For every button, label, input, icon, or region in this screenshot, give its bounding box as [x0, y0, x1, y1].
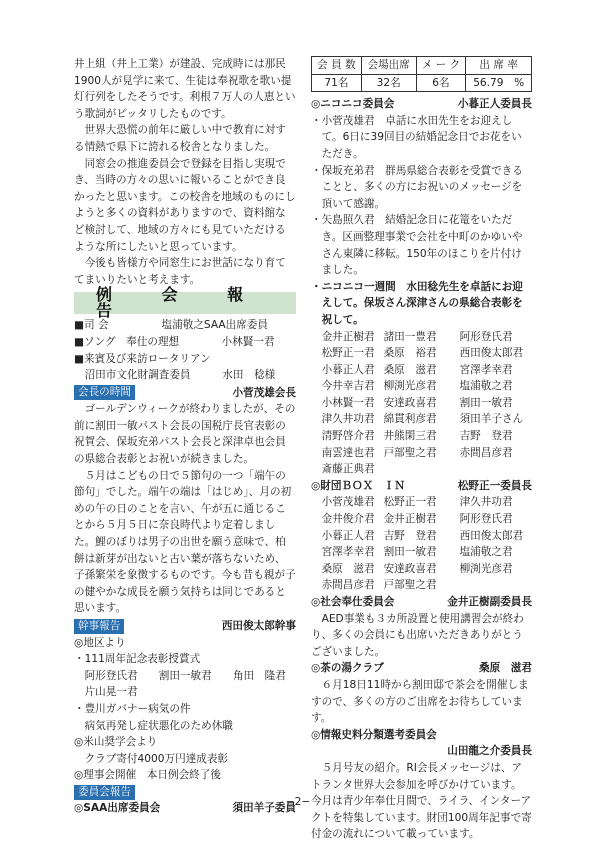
member-name: [460, 577, 532, 594]
attendance-value-row: [312, 74, 532, 92]
member-name: 斎藤正典君: [321, 463, 375, 476]
member-name: 今井幸吉君: [321, 380, 375, 393]
member-name: 宮澤孝幸君: [321, 546, 375, 559]
member-name: 塩浦敬之君: [459, 546, 513, 559]
attendance-header-cell: 会場出席: [361, 57, 416, 75]
social-chair: 金井正樹副委員長: [447, 596, 532, 608]
names-row: [322, 577, 532, 594]
names-row: [322, 411, 532, 428]
names-row: [322, 329, 532, 346]
tea-header: [311, 660, 532, 677]
attendance-value-cell: 6名: [416, 74, 466, 92]
tea-text: ６月18日11時から割田邸で茶会を開催しますので、多くの方のご出席をお待ちしています。: [311, 678, 529, 725]
secretary-header: [74, 618, 296, 635]
intro-paragraph-1: 井上組（井上工業）が建設、完成時には那民1900人が見学に来て、生徒は奉祝歌を歌い提灯行列をしたそうです。利根７万人の人恵という歌詞がピッタリしたものです。: [74, 58, 296, 120]
guest-line: 沼田市文化財調査委員 水田 稔様: [84, 369, 276, 382]
member-name: [460, 461, 532, 478]
guests-label: ■来賓及び来訪ロータリアン: [74, 352, 211, 365]
member-name: 吉野 登君: [459, 430, 513, 443]
president-paragraph-2: ５月はこどもの日で５節句の一つ「端午の節句」でした。端午の端は「はじめ」、月の初めの午の日のことを言い、午が五に通じることから５月５日に奈良時代より定着しました。鯉のぼりは男子の出世を願う意味で、柏餅は新芽が出ないと古い葉が落ちないため、子孫繁栄を象徴するものです。今も昔も親が子の健やかな成長を願う気持ちは同じであると思います。: [74, 469, 296, 615]
social-header: [311, 594, 532, 611]
secretary-name: 西田俊太郎幹事: [221, 620, 296, 632]
info-chair: 山田龍之介委員長: [447, 745, 532, 758]
member-name: 津久井功君: [321, 413, 375, 426]
award-title: ・111周年記念表彰授賞式: [74, 653, 201, 666]
member-name: 綿貫利彦君: [383, 413, 437, 426]
member-name: 桑原 裕君: [383, 347, 437, 360]
member-name: 割田一敏君: [459, 396, 513, 409]
niko-header: [311, 96, 532, 113]
attendance-header-cell: メ ー ク: [416, 57, 466, 75]
meeting-report-banner: 例 会 報 告: [74, 292, 296, 314]
president-paragraph-1: ゴールデンウィークが終わりましたが、その前に割田一敏パスト会長の国税庁長官表彰の祝賀会、保坂充弟パスト会長と深津卓也会員の県総合表彰とお祝いが続きました。: [74, 403, 296, 466]
attendance-table: [311, 56, 532, 92]
week-names-list: [311, 329, 532, 478]
member-name: 阿形登氏君: [459, 513, 513, 526]
attendance-value-cell: 32名: [361, 74, 416, 92]
member-name: 小暮正人君: [321, 529, 375, 542]
names-row: [322, 494, 532, 511]
info-text: ５月号友の紹介。RI会長メッセージは、アトランタ世界大会参加を呼びかけています。今月は青少年奉仕月間で、ライラ、インターアクトを特集しています。財団100周年記事で寄付金の流れについて載っています。: [311, 761, 532, 841]
award-names-2: 片山晃一君: [84, 686, 138, 699]
intro-paragraph-4: 今後も皆様方や同窓生にお世話になり育ててまいりたいと考えます。: [74, 257, 286, 286]
attendance-header-row: [312, 57, 532, 75]
attendance-header-cell: 出 席 率: [466, 57, 532, 75]
governor-text: 病気再発し症状悪化のため休職: [84, 719, 233, 732]
president-tag: 会長の時間: [74, 385, 135, 400]
song-line: ■ソング 奉仕の理想 小林賢一君: [74, 335, 275, 348]
member-name: 安達政喜君: [383, 562, 437, 575]
member-name: 阿形登氏君: [459, 330, 513, 343]
member-name: 割田一敏君: [383, 546, 437, 559]
member-name: 桑原 滋君: [321, 562, 375, 575]
box-chair: 松野正一委員長: [457, 479, 532, 492]
niko-item: ・矢島照久君 結婚記念日に花篭をいただき。区画整理事業で会社を中町のかゆいやさん東隣に移転。150年のほこりを片付けました。: [311, 214, 523, 277]
names-row: [322, 428, 532, 445]
member-name: 赤間昌彦君: [321, 579, 375, 592]
member-name: 宮澤孝幸君: [459, 363, 513, 376]
member-name: 柳渕光彦君: [383, 380, 437, 393]
member-name: 松野正一君: [383, 496, 437, 509]
award-names-1: 阿形登氏君 割田一敏君 角田 隆君: [84, 669, 286, 682]
names-row: [322, 528, 532, 545]
right-column: [311, 56, 532, 843]
member-name: 西田俊太郎君: [459, 529, 524, 542]
yoneyama-text: クラブ寄付4000万円達成表彰: [84, 752, 229, 765]
committee-tag: 委員会報告: [74, 785, 135, 800]
member-name: 松野正一君: [321, 347, 375, 360]
member-name: 戸部聖之君: [383, 446, 437, 459]
member-name: 諸田一豊君: [383, 330, 437, 343]
member-name: 小菅茂雄君: [321, 496, 375, 509]
tea-chair: 桑原 滋君: [479, 662, 532, 675]
niko-item: ・保坂充弟君 群馬県総合表彰を受賞できることと、多くの方にお祝いのメッセージを頂いて感謝。: [311, 164, 523, 210]
member-name: 西田俊太郎君: [459, 347, 524, 360]
names-row: [322, 544, 532, 561]
names-row: [322, 395, 532, 412]
names-row: [322, 461, 532, 478]
president-header: [74, 385, 296, 402]
names-row: [322, 511, 532, 528]
info-title: ◎情報史料分類選考委員会: [311, 728, 437, 741]
left-column: [74, 56, 296, 817]
box-title: ◎財団ＢＯＸ ＩＮ: [311, 479, 405, 492]
member-name: 塩浦敬之君: [459, 380, 513, 393]
box-header: [311, 478, 532, 495]
attendance-value-cell: 56.79 %: [466, 74, 532, 92]
board-line: ◎理事会開催 本日例会終了後: [74, 769, 221, 782]
saa-title: ◎SAA出席委員会: [74, 801, 161, 814]
member-name: 柳渕光彦君: [459, 562, 513, 575]
member-name: 吉野 登君: [383, 529, 437, 542]
niko-item: ・小菅茂雄君 卓話に水田先生をお迎えして。6日に39回目の結婚記念日でお花をいただき。: [311, 114, 522, 160]
member-name: 戸部聖之君: [383, 579, 437, 592]
niko-week-title: ・ニコニコ一週間 水田稔先生を卓話にお迎えして。保坂さん深津さんの県総合表彰を祝して。: [311, 280, 523, 326]
yoneyama-label: ◎米山奨学会より: [74, 736, 158, 749]
secretary-tag: 幹事報告: [74, 619, 124, 634]
member-name: 井熊閑三君: [383, 430, 437, 443]
member-name: 南雲達也君: [321, 446, 375, 459]
member-name: 小林賢一君: [321, 396, 375, 409]
member-name: 金井正樹君: [383, 513, 437, 526]
social-text: AED事業も３カ所設置と使用講習会が終わり、多くの会員にも出席いただきありがとうございました。: [311, 612, 524, 658]
member-name: 安達政喜君: [383, 396, 437, 409]
intro-paragraph-2: 世界大恐慌の前年に厳しい中で教育に対する情熱で県下に誇れる校舎となりました。: [74, 124, 286, 153]
member-name: [384, 461, 460, 478]
member-name: 津久井功君: [459, 496, 513, 509]
president-name: 小菅茂雄会長: [232, 386, 296, 399]
niko-chair: 小暮正人委員長: [457, 98, 532, 111]
presider-line: ■司 会 塩浦敬之SAA出席委員: [74, 319, 268, 332]
district-label: ◎地区より: [74, 636, 126, 649]
box-names-list: [311, 494, 532, 594]
attendance-value-cell: 71名: [312, 74, 362, 92]
page-number: −2−: [285, 796, 311, 808]
member-name: 須田羊子さん: [459, 413, 524, 426]
governor-title: ・豊川ガバナー病気の件: [74, 702, 191, 715]
niko-title: ◎ニコニコ委員会: [311, 98, 395, 111]
names-row: [322, 561, 532, 578]
member-name: 金井俊介君: [321, 513, 375, 526]
member-name: 赤間昌彦君: [459, 446, 513, 459]
names-row: [322, 445, 532, 462]
social-title: ◎社会奉仕委員会: [311, 596, 395, 608]
member-name: 桑原 滋君: [383, 363, 437, 376]
names-row: [322, 378, 532, 395]
tea-title: ◎茶の湯クラブ: [311, 662, 384, 675]
names-row: [322, 345, 532, 362]
names-row: [322, 362, 532, 379]
member-name: 清野啓介君: [321, 430, 375, 443]
intro-paragraph-3: 同窓会の推進委員会で登録を目指し実現でき、当時の方々の思いに報いることができ良かったと思います。この校舎を地域のものにしようと多くの資料がありますので、資料館など検討して、地域の方々にも見ていただけるような所にしたいと思っています。: [74, 157, 296, 253]
saa-name: 須田羊子委員: [232, 801, 296, 814]
member-name: 金井正樹君: [321, 330, 375, 343]
member-name: 小暮正人君: [321, 363, 375, 376]
attendance-header-cell: 会 員 数: [312, 57, 362, 75]
